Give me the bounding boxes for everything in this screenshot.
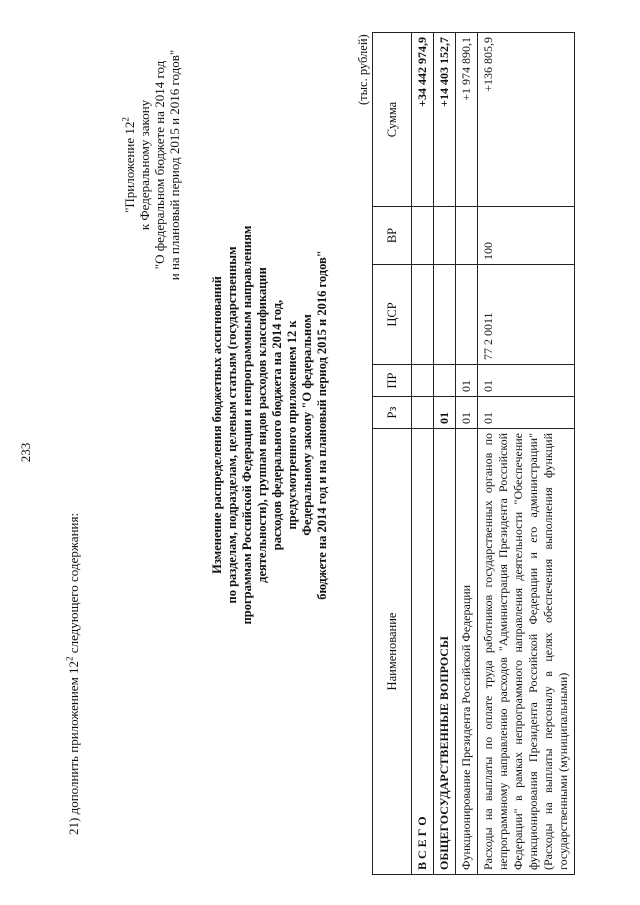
title-line: расходов федерального бюджета на 2014 год, [270,299,284,551]
header-pr: ПР [373,365,412,397]
table-row-item [478,33,575,875]
annex-line-1-text: "Приложение 12 [122,121,137,213]
row-vr [412,207,434,265]
header-name: Наименование [373,429,412,875]
document-title [210,190,330,660]
title-line: Федеральному закону "О федеральном [300,314,314,536]
row-vr [434,207,456,265]
header-csr: ЦСР [373,265,412,365]
title-line: по разделам, подразделам, целевым статьям (государственным [225,246,239,604]
row-pr [434,365,456,397]
row-pr [412,365,434,397]
row-rz [412,397,434,429]
row-csr: 77 2 0011 [478,265,575,365]
budget-table [372,32,575,875]
title-line: бюджете на 2014 год и на плановый период 2015 и 2016 годов" [315,250,329,600]
row-rz: 01 [434,397,456,429]
title-line: деятельности), группам видов расходов классификации [255,267,269,583]
header-rz: Рз [373,397,412,429]
annex-line-3: "О федеральном бюджете на 2014 год [152,60,167,270]
row-vr: 100 [478,207,575,265]
annex-line-4: и на плановый период 2015 и 2016 годов" [167,49,182,281]
table-row-total [412,33,434,875]
annex-line-2: к Федеральному закону [137,99,152,231]
title-line: предусмотренного приложением 12 к [285,320,299,530]
intro-text-before: 21) дополнить приложением 12 [66,660,81,835]
row-name: Функционирование Президента Российской Федерации [456,429,478,875]
row-csr [456,265,478,365]
row-sum: +136 805,9 [478,33,575,207]
row-csr [434,265,456,365]
annex-line-1 [122,25,137,305]
row-pr: 01 [456,365,478,397]
table-row-subsection [456,33,478,875]
row-name: ОБЩЕГОСУДАРСТВЕННЫЕ ВОПРОСЫ [434,429,456,875]
table-row-section [434,33,456,875]
row-name: В С Е Г О [412,429,434,875]
units-label: (тыс. рублей) [356,34,370,105]
row-pr: 01 [478,365,575,397]
row-csr [412,265,434,365]
table-header-row [373,33,412,875]
row-sum: +34 442 974,9 [412,33,434,207]
intro-superscript: 2 [64,656,75,661]
page-number: 233 [18,442,33,463]
title-line: Изменение распределения бюджетных ассигнований [210,276,224,574]
annex-superscript: 2 [120,117,131,122]
row-sum: +1 974 890,1 [456,33,478,207]
row-rz: 01 [478,397,575,429]
row-rz: 01 [456,397,478,429]
annex-reference [122,25,182,305]
intro-text [66,513,82,835]
row-sum: +14 403 152,7 [434,33,456,207]
row-name: Расходы на выплаты по оплате труда работников государственных органов по непрограммному направлению расходов "Администрация Президента Российской Федерации" в рамках непрограммного направления деятельности "Обеспечение функционирования Президента Российской Федерации и его администрации" (Расходы на выплаты персоналу в целях обеспечения выполнения функций государственными (муниципальными) [478,429,575,875]
row-vr [456,207,478,265]
header-sum: Сумма [373,33,412,207]
title-line: программам Российской Федерации и непрограммным направлениям [240,225,254,625]
intro-text-after: следующего содержания: [66,512,81,657]
header-vr: ВР [373,207,412,265]
